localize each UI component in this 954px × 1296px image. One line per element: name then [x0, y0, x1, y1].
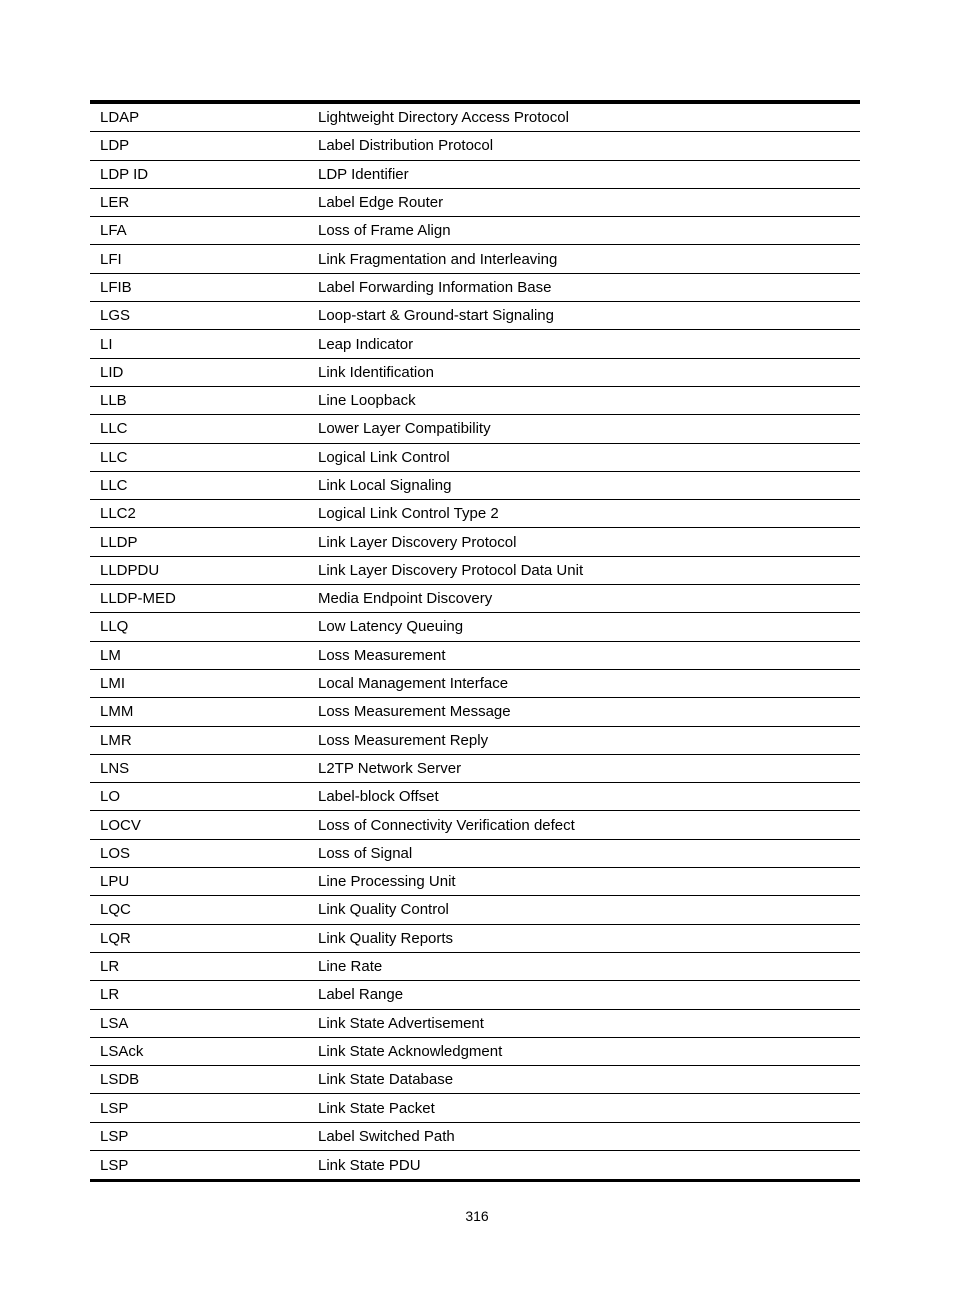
term-definition: Label Edge Router — [318, 194, 444, 212]
table-row — [90, 217, 860, 245]
table-row — [90, 1066, 860, 1094]
table-row — [90, 415, 860, 443]
table-row — [90, 528, 860, 556]
page-number: 316 — [465, 1208, 489, 1224]
abbreviation: LDP ID — [100, 165, 149, 183]
term-definition: Link Fragmentation and Interleaving — [318, 250, 558, 268]
table-row — [90, 1010, 860, 1038]
term-definition: Link State Database — [318, 1071, 454, 1089]
table-row — [90, 387, 860, 415]
abbreviation: LLDP-MED — [100, 590, 176, 608]
term-definition: Link Layer Discovery Protocol Data Unit — [318, 561, 584, 579]
term-definition: Loss Measurement — [318, 646, 446, 664]
table-row — [90, 953, 860, 981]
abbreviation: LLB — [100, 392, 127, 410]
table-row — [90, 811, 860, 839]
table-row — [90, 868, 860, 896]
abbreviation: LFI — [100, 250, 122, 268]
abbreviation: LID — [100, 363, 124, 381]
table-row — [90, 642, 860, 670]
abbreviation: LOS — [100, 844, 131, 862]
term-definition: Low Latency Queuing — [318, 618, 464, 636]
table-row — [90, 472, 860, 500]
abbreviation: LR — [100, 986, 120, 1004]
table-row — [90, 727, 860, 755]
abbreviation: LPU — [100, 873, 130, 891]
term-definition: Label Forwarding Information Base — [318, 278, 552, 296]
table-row — [90, 444, 860, 472]
abbreviation: LLC — [100, 420, 128, 438]
abbreviation: LLC — [100, 477, 128, 494]
abbreviation: LOCV — [100, 816, 141, 834]
table-row — [90, 1038, 860, 1066]
abbreviation: LSDB — [100, 1071, 140, 1089]
abbreviation: LQC — [100, 901, 131, 919]
term-definition: Loss of Frame Align — [318, 222, 451, 240]
term-definition: Link Local Signaling — [318, 477, 452, 494]
abbreviation: LLDPDU — [100, 561, 160, 579]
abbreviation: LSP — [100, 1099, 129, 1117]
table-row — [90, 840, 860, 868]
term-definition: Leap Indicator — [318, 335, 414, 353]
abbreviation: LR — [100, 958, 120, 976]
table-row — [90, 302, 860, 330]
term-definition: Lightweight Directory Access Protocol — [318, 109, 569, 127]
table-row — [90, 104, 860, 132]
table-row — [90, 330, 860, 358]
abbreviation: LLQ — [100, 618, 129, 636]
table-row — [90, 500, 860, 528]
table-row — [90, 189, 860, 217]
abbreviation: LSA — [100, 1014, 129, 1032]
term-definition: Loss of Connectivity Verification defect — [318, 816, 575, 834]
abbreviation: LGS — [100, 307, 131, 325]
abbreviation: LMM — [100, 703, 134, 721]
abbreviation: LO — [100, 788, 121, 806]
table-row — [90, 585, 860, 613]
term-definition: Media Endpoint Discovery — [318, 590, 493, 608]
table-row — [90, 557, 860, 585]
abbreviation: LFA — [100, 222, 127, 240]
term-definition: L2TP Network Server — [318, 759, 462, 777]
term-definition: Link State Packet — [318, 1099, 435, 1117]
abbreviation: LSAck — [100, 1042, 144, 1060]
table-row — [90, 613, 860, 641]
abbreviation: LQR — [100, 929, 131, 947]
table-row — [90, 245, 860, 273]
term-definition: Link Quality Control — [318, 901, 449, 919]
term-definition: Link State PDU — [318, 1156, 421, 1174]
abbreviation: LSP — [100, 1127, 129, 1145]
term-definition: Line Rate — [318, 958, 383, 976]
abbreviation: LNS — [100, 759, 130, 777]
term-definition: Link Identification — [318, 363, 434, 381]
table-row — [90, 274, 860, 302]
table-row — [90, 1123, 860, 1151]
term-definition: Line Processing Unit — [318, 873, 456, 891]
term-definition: Label Range — [318, 986, 404, 1004]
abbreviation: LDAP — [100, 109, 140, 127]
term-definition: Logical Link Control Type 2 — [318, 505, 499, 523]
abbreviation: LFIB — [100, 278, 132, 296]
term-definition: Label Distribution Protocol — [318, 137, 494, 155]
table-row — [90, 981, 860, 1009]
abbreviation: LLC2 — [100, 505, 136, 523]
term-definition: Lower Layer Compatibility — [318, 420, 491, 438]
table-row — [90, 1094, 860, 1122]
term-definition: Line Loopback — [318, 392, 416, 410]
table-row — [90, 783, 860, 811]
abbreviation: LDP — [100, 137, 130, 155]
abbreviation: LLC — [100, 448, 128, 466]
term-definition: Link Quality Reports — [318, 929, 454, 947]
abbreviation: LLDP — [100, 533, 138, 551]
table-row — [90, 161, 860, 189]
term-definition: Loop-start & Ground-start Signaling — [318, 307, 554, 325]
abbreviation: LSP — [100, 1156, 129, 1174]
table-row — [90, 132, 860, 160]
abbreviation: LI — [100, 335, 113, 353]
term-definition: Link Layer Discovery Protocol — [318, 533, 517, 551]
term-definition: Logical Link Control — [318, 448, 450, 466]
table-row — [90, 1151, 860, 1179]
term-definition: Link State Acknowledgment — [318, 1042, 503, 1060]
term-definition: Label-block Offset — [318, 788, 439, 806]
table-row — [90, 359, 860, 387]
term-definition: Loss Measurement Reply — [318, 731, 489, 749]
glossary-table — [90, 100, 860, 1182]
table-row — [90, 698, 860, 726]
term-definition: LDP Identifier — [318, 165, 409, 183]
term-definition: Loss Measurement Message — [318, 703, 511, 721]
abbreviation: LER — [100, 194, 130, 212]
table-row — [90, 670, 860, 698]
abbreviation: LM — [100, 646, 121, 664]
table-row — [90, 755, 860, 783]
term-definition: Label Switched Path — [318, 1127, 455, 1145]
abbreviation: LMI — [100, 675, 126, 693]
term-definition: Local Management Interface — [318, 675, 509, 693]
table-row — [90, 896, 860, 924]
term-definition: Link State Advertisement — [318, 1014, 484, 1032]
term-definition: Loss of Signal — [318, 844, 413, 862]
table-row — [90, 925, 860, 953]
abbreviation: LMR — [100, 731, 132, 749]
